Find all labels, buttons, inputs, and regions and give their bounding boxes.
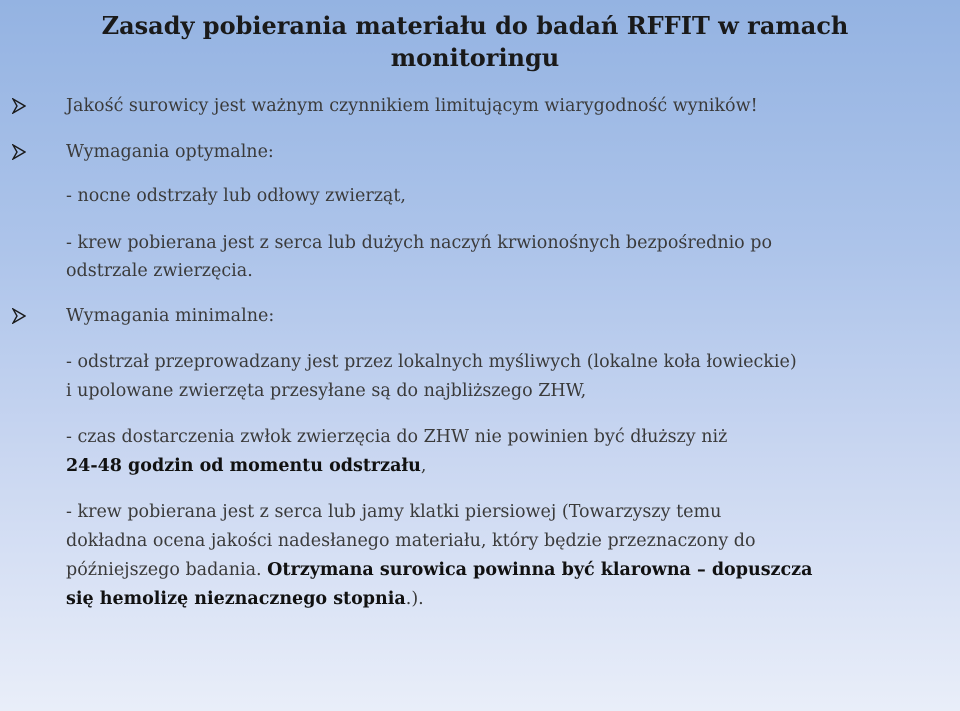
- serum-requirement-bold: Otrzymana surowica powinna być klarowna – dopuszcza: [267, 560, 813, 580]
- arrowhead-bullet-icon: [12, 98, 26, 114]
- optimal-item-2-line-1: - krew pobierana jest z serca lub dużych naczyń krwionośnych bezpośrednio po: [66, 233, 773, 253]
- minimal-item-2-line-2: [66, 455, 426, 477]
- bullet-1-text: Jakość surowicy jest ważnym czynnikiem limitującym wiarygodność wyników!: [66, 96, 758, 116]
- hemolysis-bold: się hemolizę nieznacznego stopnia: [66, 589, 406, 609]
- title-line-2: monitoringu: [390, 43, 560, 72]
- optimal-item-2-line-2: odstrzale zwierzęcia.: [66, 261, 253, 281]
- bullet-2-text: Wymagania optymalne:: [66, 142, 274, 162]
- arrowhead-bullet-icon: [12, 308, 26, 324]
- minimal-item-1-line-2: i upolowane zwierzęta przesyłane są do najbliższego ZHW,: [66, 381, 587, 401]
- minimal-item-2-tail: ,: [420, 456, 427, 476]
- delivery-time-bold: 24-48 godzin od momentu odstrzału: [66, 456, 421, 476]
- minimal-item-3-tail: .).: [405, 589, 424, 609]
- minimal-item-2-line-1: - czas dostarczenia zwłok zwierzęcia do ZHW nie powinien być dłuższy niż: [66, 427, 728, 447]
- minimal-item-3-line-1: - krew pobierana jest z serca lub jamy klatki piersiowej (Towarzyszy temu: [66, 502, 722, 522]
- title-line-1: Zasady pobierania materiału do badań RFFIT w ramach: [101, 11, 849, 40]
- arrowhead-bullet-icon: [12, 144, 26, 160]
- minimal-item-3-line-4: [66, 588, 424, 610]
- optimal-item-1: - nocne odstrzały lub odłowy zwierząt,: [66, 186, 406, 206]
- minimal-item-3-line-3-normal: późniejszego badania.: [66, 560, 268, 580]
- minimal-item-3-line-2: dokładna ocena jakości nadesłanego materiału, który będzie przeznaczony do: [66, 531, 756, 551]
- slide-title: [40, 10, 910, 74]
- minimal-item-3-line-3: [66, 559, 812, 581]
- minimal-item-1-line-1: - odstrzał przeprowadzany jest przez lokalnych myśliwych (lokalne koła łowieckie): [66, 352, 797, 372]
- bullet-3-text: Wymagania minimalne:: [66, 306, 275, 326]
